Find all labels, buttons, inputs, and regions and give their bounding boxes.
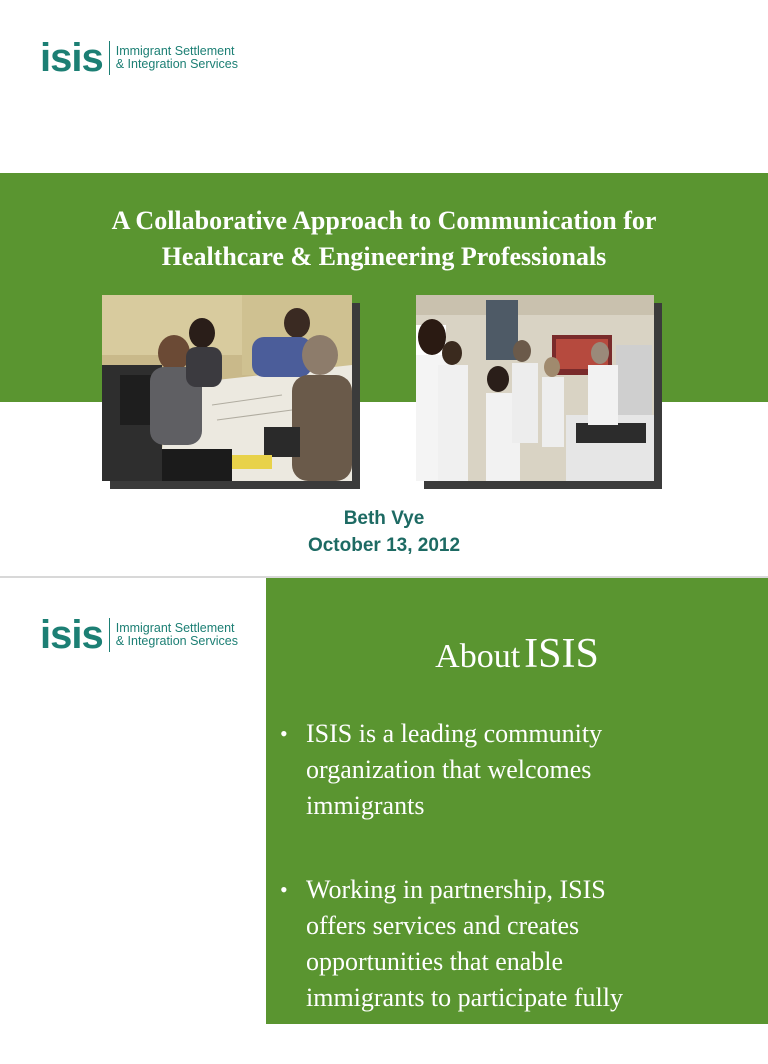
bullet-item — [280, 872, 750, 1016]
isis-logo — [40, 38, 238, 78]
about-bullet-list — [280, 716, 750, 1064]
isis-logo-mark: isis — [40, 613, 103, 657]
slide-title-line-2: Healthcare & Engineering Professionals — [161, 242, 607, 271]
bullet-marker: • — [280, 877, 288, 902]
presenter-name: Beth Vye — [343, 508, 425, 529]
logo-divider — [109, 41, 110, 75]
bullet-line: opportunities that enable — [306, 947, 564, 976]
isis-logo-mark: isis — [40, 36, 103, 80]
isis-logo — [40, 615, 238, 655]
slide-title-line-1: A Collaborative Approach to Communication for — [111, 206, 657, 235]
about-title-acronym: ISIS — [524, 631, 599, 677]
bullet-line: organization that welcomes — [306, 755, 592, 784]
logo-line-2: & Integration Services — [115, 57, 239, 71]
logo-line-2: & Integration Services — [115, 634, 239, 648]
bullet-marker: • — [280, 721, 288, 746]
logo-divider — [109, 618, 110, 652]
presenter-info — [0, 505, 768, 559]
isis-logo-text — [116, 622, 238, 648]
about-title — [266, 630, 768, 678]
bullet-item — [280, 716, 750, 824]
photo-meeting — [102, 295, 352, 481]
bullet-line: offers services and creates — [306, 911, 580, 940]
slide-title — [20, 203, 748, 275]
bullet-line: Working in partnership, ISIS — [306, 875, 606, 904]
lab-photo-image — [416, 295, 654, 481]
meeting-photo-image — [102, 295, 352, 481]
content-panel — [266, 578, 768, 1024]
presentation-date: October 13, 2012 — [307, 535, 461, 556]
photo-lab-tour — [416, 295, 654, 481]
logo-line-1: Immigrant Settlement — [115, 621, 235, 635]
about-title-word: About — [435, 638, 521, 675]
logo-line-1: Immigrant Settlement — [115, 44, 235, 58]
isis-logo-text — [116, 45, 238, 71]
about-slide — [0, 578, 768, 1024]
bullet-line: ISIS is a leading community — [306, 719, 603, 748]
bullet-line: immigrants to participate fully — [306, 983, 623, 1012]
bullet-line: immigrants — [306, 791, 425, 820]
